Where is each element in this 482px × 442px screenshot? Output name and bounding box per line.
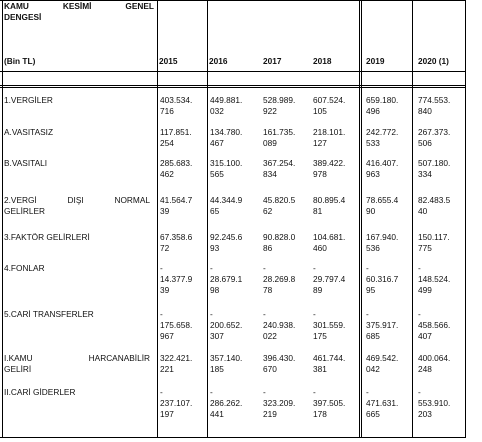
table-cell [263, 95, 295, 117]
table-cell [210, 263, 242, 296]
table-cell [313, 353, 345, 375]
cell-line: 134.780. [210, 127, 243, 137]
cell-line: 41.564.7 [160, 195, 193, 205]
year-header: 2019 [366, 56, 385, 66]
cell-line: 397.505. [313, 398, 346, 408]
cell-line: 396.430. [263, 353, 296, 363]
cell-line: 98 [210, 285, 220, 295]
row-label-word: 2.VERGİ [4, 195, 37, 205]
cell-line: 78.655.4 [366, 195, 399, 205]
cell-line: - [160, 387, 163, 397]
row-label-word: HARCANABİLİR [88, 353, 150, 363]
table-cell [366, 158, 398, 180]
table-title [4, 1, 154, 23]
table-cell [263, 309, 295, 342]
cell-line: 506 [418, 138, 432, 148]
table-cell [418, 387, 450, 420]
table-cell [418, 353, 450, 375]
table-cell [263, 263, 295, 296]
cell-line: 161.735. [263, 127, 296, 137]
grid-line-v [157, 0, 158, 438]
table-cell [366, 195, 398, 217]
cell-line: 219 [263, 409, 277, 419]
cell-line: 840 [418, 106, 432, 116]
cell-line: 670 [263, 364, 277, 374]
cell-line: 685 [366, 331, 380, 341]
grid-line-v [359, 0, 362, 438]
cell-line: 499 [418, 285, 432, 295]
cell-line: 127 [313, 138, 327, 148]
cell-line: 032 [210, 106, 224, 116]
cell-line: 496 [366, 106, 380, 116]
table-cell [210, 95, 242, 117]
cell-line: 460 [313, 243, 327, 253]
cell-line: 022 [263, 331, 277, 341]
cell-line: 533 [366, 138, 380, 148]
row-label [4, 195, 150, 217]
table-cell [160, 158, 192, 180]
cell-line: 286.262. [210, 398, 243, 408]
cell-line: 200.652. [210, 320, 243, 330]
table-cell [418, 95, 450, 117]
row-label [4, 158, 150, 169]
cell-line: 218.101. [313, 127, 346, 137]
table-cell [210, 232, 242, 254]
cell-line: - [366, 309, 369, 319]
cell-line: 221 [160, 364, 174, 374]
table-cell [210, 195, 242, 217]
cell-line: 400.064. [418, 353, 451, 363]
cell-line: 357.140. [210, 353, 243, 363]
cell-line: 922 [263, 106, 277, 116]
cell-line: 92.245.6 [210, 232, 243, 242]
cell-line: 104.681. [313, 232, 346, 242]
row-label [4, 263, 150, 274]
cell-line: 90 [366, 206, 376, 216]
cell-line: 407 [418, 331, 432, 341]
table-cell [313, 195, 345, 217]
cell-line: 471.631. [366, 398, 399, 408]
row-label-line: A.VASITASIZ [4, 127, 54, 137]
cell-line: 28.679.1 [210, 274, 243, 284]
cell-line: - [263, 263, 266, 273]
table-cell [210, 353, 242, 375]
cell-line: 95 [366, 285, 376, 295]
table-cell [418, 263, 450, 296]
cell-line: - [210, 263, 213, 273]
row-label-line: 1.VERGİLER [4, 95, 53, 105]
grid-line-v [2, 0, 3, 438]
cell-line: 716 [160, 106, 174, 116]
cell-line: 89 [313, 285, 323, 295]
cell-line: 565 [210, 169, 224, 179]
cell-line: 462 [160, 169, 174, 179]
table-cell [263, 387, 295, 420]
cell-line: 528.989. [263, 95, 296, 105]
cell-line: 458.566. [418, 320, 451, 330]
cell-line: 117.851. [160, 127, 192, 137]
row-label-line [4, 353, 150, 364]
cell-line: 285.683. [160, 158, 193, 168]
cell-line: - [418, 309, 421, 319]
cell-line: 381 [313, 364, 327, 374]
table-cell [160, 309, 192, 342]
cell-line: 80.895.4 [313, 195, 346, 205]
table-cell [160, 387, 192, 420]
row-label [4, 95, 150, 106]
row-label-word: DIŞI [67, 195, 84, 205]
table-cell [313, 309, 345, 342]
cell-line: 65 [210, 206, 220, 216]
table-cell [263, 353, 295, 375]
cell-line: - [366, 387, 369, 397]
grid-line-v [412, 0, 413, 438]
cell-line: 90.828.0 [263, 232, 296, 242]
table-cell [160, 232, 192, 254]
row-label-line: GELİRLER [4, 206, 46, 216]
cell-line: - [263, 309, 266, 319]
cell-line: - [313, 309, 316, 319]
cell-line: - [418, 387, 421, 397]
cell-line: 461.744. [313, 353, 346, 363]
cell-line: 72 [160, 243, 170, 253]
row-label [4, 309, 150, 320]
cell-line: 389.422. [313, 158, 346, 168]
cell-line: 167.940. [366, 232, 399, 242]
cell-line: 553.910. [418, 398, 451, 408]
table-cell [210, 387, 242, 420]
grid-line-v [465, 0, 466, 438]
table-cell [263, 195, 295, 217]
cell-line: 659.180. [366, 95, 399, 105]
cell-line: - [210, 387, 213, 397]
year-header: 2020 (1) [418, 56, 449, 66]
table-cell [160, 127, 192, 149]
cell-line: - [263, 387, 266, 397]
row-label [4, 127, 150, 138]
table-cell [160, 263, 192, 296]
row-label-line: II.CARİ GİDERLER [4, 387, 76, 397]
cell-line: 978 [313, 169, 327, 179]
table-cell [263, 232, 295, 254]
year-header: 2015 [159, 56, 178, 66]
row-label [4, 387, 150, 398]
table-cell [313, 387, 345, 420]
cell-line: 39 [160, 206, 170, 216]
table-cell [366, 387, 398, 420]
cell-line: 467 [210, 138, 224, 148]
cell-line: 834 [263, 169, 277, 179]
year-header: 2016 [209, 56, 228, 66]
table-cell [313, 158, 345, 180]
table-cell [366, 353, 398, 375]
cell-line: - [418, 263, 421, 273]
row-label-line: 3.FAKTÖR GELİRLERİ [4, 232, 90, 242]
cell-line: 322.421. [160, 353, 193, 363]
cell-line: 203 [418, 409, 432, 419]
title-line-1 [4, 1, 154, 12]
cell-line: - [210, 309, 213, 319]
year-header: 2017 [263, 56, 282, 66]
cell-line: 67.358.6 [160, 232, 193, 242]
title-line-2: DENGESİ [4, 12, 42, 22]
cell-line: 301.559. [313, 320, 346, 330]
cell-line: 45.820.5 [263, 195, 296, 205]
row-label-line: 5.CARİ TRANSFERLER [4, 309, 94, 319]
cell-line: 178 [313, 409, 327, 419]
cell-line: 150.117. [418, 232, 450, 242]
cell-line: 44.344.9 [210, 195, 243, 205]
cell-line: 469.542. [366, 353, 399, 363]
row-label-line: GELİRİ [4, 364, 32, 374]
table-cell [366, 309, 398, 342]
row-label-word: NORMAL [114, 195, 150, 205]
cell-line: 197 [160, 409, 174, 419]
cell-line: 82.483.5 [418, 195, 451, 205]
table-cell [366, 263, 398, 296]
title-word: GENEL [125, 1, 154, 11]
table-cell [160, 95, 192, 117]
row-label-word: I.KAMU [4, 353, 33, 363]
cell-line: 60.316.7 [366, 274, 399, 284]
row-label-line [4, 195, 150, 206]
grid-line-h [0, 71, 466, 72]
cell-line: 78 [263, 285, 273, 295]
cell-line: 416.407. [366, 158, 399, 168]
cell-line: 607.524. [313, 95, 346, 105]
title-word: KAMU [4, 1, 29, 11]
cell-line: 536 [366, 243, 380, 253]
cell-line: 042 [366, 364, 380, 374]
table-cell [418, 195, 450, 217]
cell-line: 148.524. [418, 274, 451, 284]
cell-line: 441 [210, 409, 224, 419]
cell-line: 267.373. [418, 127, 451, 137]
cell-line: - [366, 263, 369, 273]
cell-line: 237.107. [160, 398, 193, 408]
cell-line: 775 [418, 243, 432, 253]
row-label-line: B.VASITALI [4, 158, 48, 168]
cell-line: 39 [160, 285, 170, 295]
cell-line: 28.269.8 [263, 274, 296, 284]
cell-line: 242.772. [366, 127, 399, 137]
table-cell [366, 95, 398, 117]
cell-line: 185 [210, 364, 224, 374]
cell-line: 29.797.4 [313, 274, 346, 284]
cell-line: 254 [160, 138, 174, 148]
table-cell [263, 158, 295, 180]
table-cell [313, 127, 345, 149]
table-cell [418, 158, 450, 180]
cell-line: 105 [313, 106, 327, 116]
cell-line: 507.180. [418, 158, 451, 168]
table-cell [210, 158, 242, 180]
cell-line: 86 [263, 243, 273, 253]
cell-line: - [313, 387, 316, 397]
cell-line: 665 [366, 409, 380, 419]
cell-line: 175.658. [160, 320, 193, 330]
cell-line: 248 [418, 364, 432, 374]
cell-line: 40 [418, 206, 428, 216]
cell-line: 089 [263, 138, 277, 148]
cell-line: 334 [418, 169, 432, 179]
cell-line: 403.534. [160, 95, 193, 105]
table-cell [313, 95, 345, 117]
cell-line: 774.553. [418, 95, 451, 105]
cell-line: 375.917. [366, 320, 399, 330]
table-cell [160, 353, 192, 375]
cell-line: - [160, 309, 163, 319]
cell-line: 367.254. [263, 158, 296, 168]
year-header: 2018 [313, 56, 332, 66]
row-label [4, 232, 150, 243]
table-cell [366, 127, 398, 149]
cell-line: 62 [263, 206, 273, 216]
cell-line: 323.209. [263, 398, 296, 408]
table-cell [366, 232, 398, 254]
cell-line: 240.938. [263, 320, 296, 330]
cell-line: 315.100. [210, 158, 243, 168]
table-cell [210, 309, 242, 342]
cell-line: 967 [160, 331, 174, 341]
grid-line-v [207, 0, 208, 438]
table-cell [313, 263, 345, 296]
cell-line: 93 [210, 243, 220, 253]
cell-line: 175 [313, 331, 327, 341]
table-cell [263, 127, 295, 149]
cell-line: 963 [366, 169, 380, 179]
grid-line-h [0, 85, 466, 88]
row-label [4, 353, 150, 375]
table-cell [418, 309, 450, 342]
table-cell [210, 127, 242, 149]
table-cell [313, 232, 345, 254]
cell-line: 81 [313, 206, 323, 216]
table-cell [160, 195, 192, 217]
cell-line: 307 [210, 331, 224, 341]
cell-line: - [160, 263, 163, 273]
grid-line-h [0, 437, 466, 438]
row-label-line: 4.FONLAR [4, 263, 45, 273]
table-cell [418, 232, 450, 254]
unit-label: (Bin TL) [4, 56, 36, 66]
cell-line: 449.881. [210, 95, 243, 105]
title-word: KESİMİ [62, 1, 92, 11]
cell-line: 14.377.9 [160, 274, 193, 284]
cell-line: - [313, 263, 316, 273]
table-cell [418, 127, 450, 149]
